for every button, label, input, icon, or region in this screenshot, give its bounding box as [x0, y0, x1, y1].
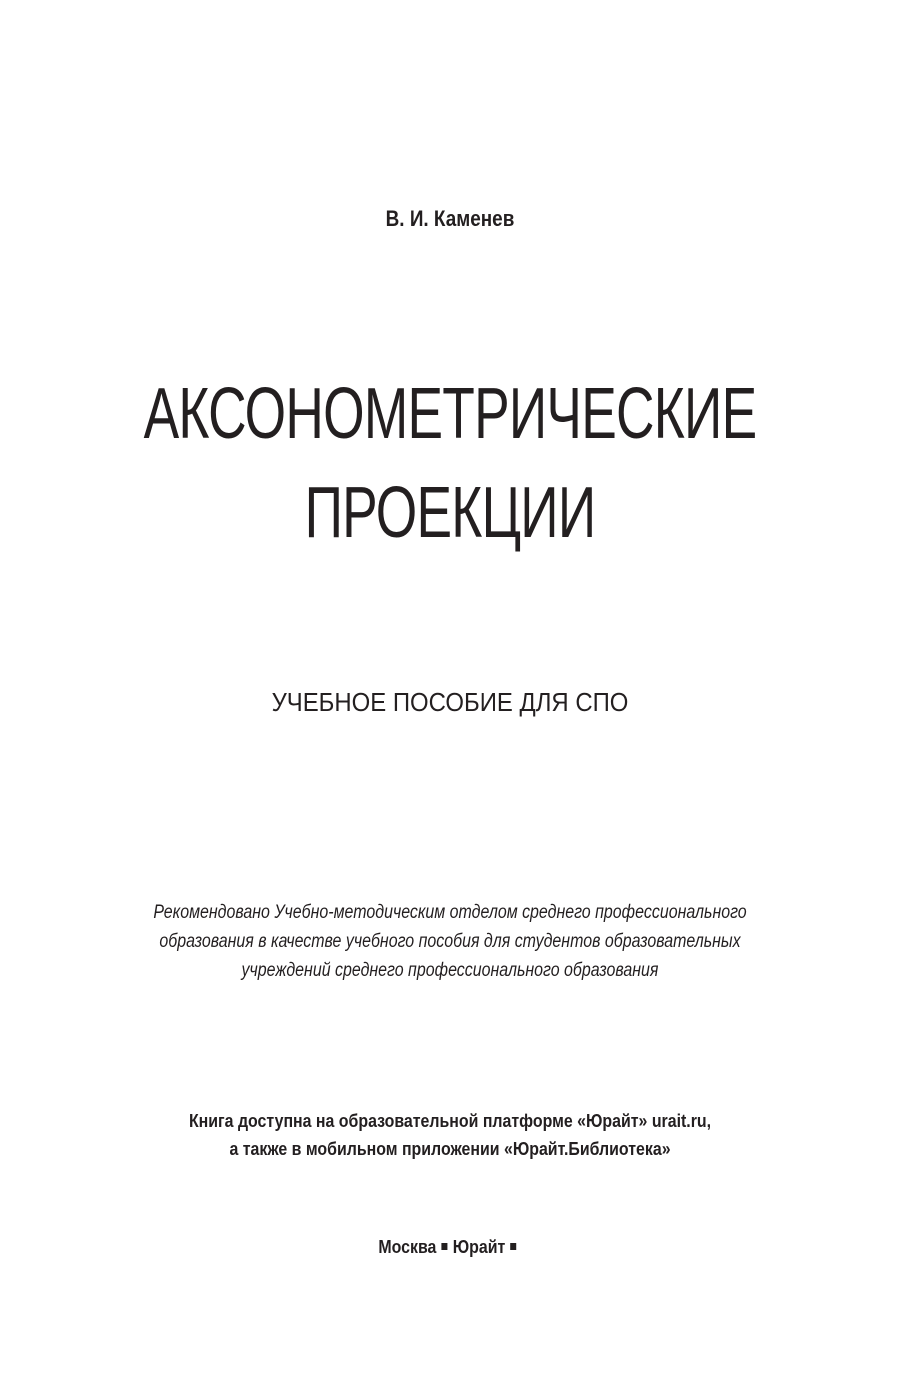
- imprint-city: Москва: [378, 1236, 437, 1257]
- recommendation-line-2: образования в качестве учебного пособия для студентов образовательных: [159, 931, 741, 952]
- book-title-line-1: АКСОНОМЕТРИЧЕСКИЕ: [143, 374, 757, 454]
- square-bullet-icon: [442, 1243, 448, 1250]
- imprint-publisher: Юрайт: [452, 1236, 506, 1257]
- book-title-line-2: ПРОЕКЦИИ: [304, 473, 596, 553]
- imprint: [63, 1236, 837, 1258]
- recommendation-line-3: учреждений среднего профессионального образования: [241, 960, 659, 981]
- availability-line-2: а также в мобильном приложении «Юрайт.Библиотека»: [229, 1138, 671, 1159]
- square-bullet-icon: [510, 1243, 516, 1250]
- author-name: В. И. Каменев: [385, 206, 515, 231]
- availability-line-1: Книга доступна на образовательной платформе «Юрайт» urait.ru,: [188, 1110, 712, 1131]
- book-subtitle: УЧЕБНОЕ ПОСОБИЕ ДЛЯ СПО: [271, 687, 629, 717]
- recommendation-line-1: Рекомендовано Учебно-методическим отделом среднего профессионального: [153, 902, 747, 923]
